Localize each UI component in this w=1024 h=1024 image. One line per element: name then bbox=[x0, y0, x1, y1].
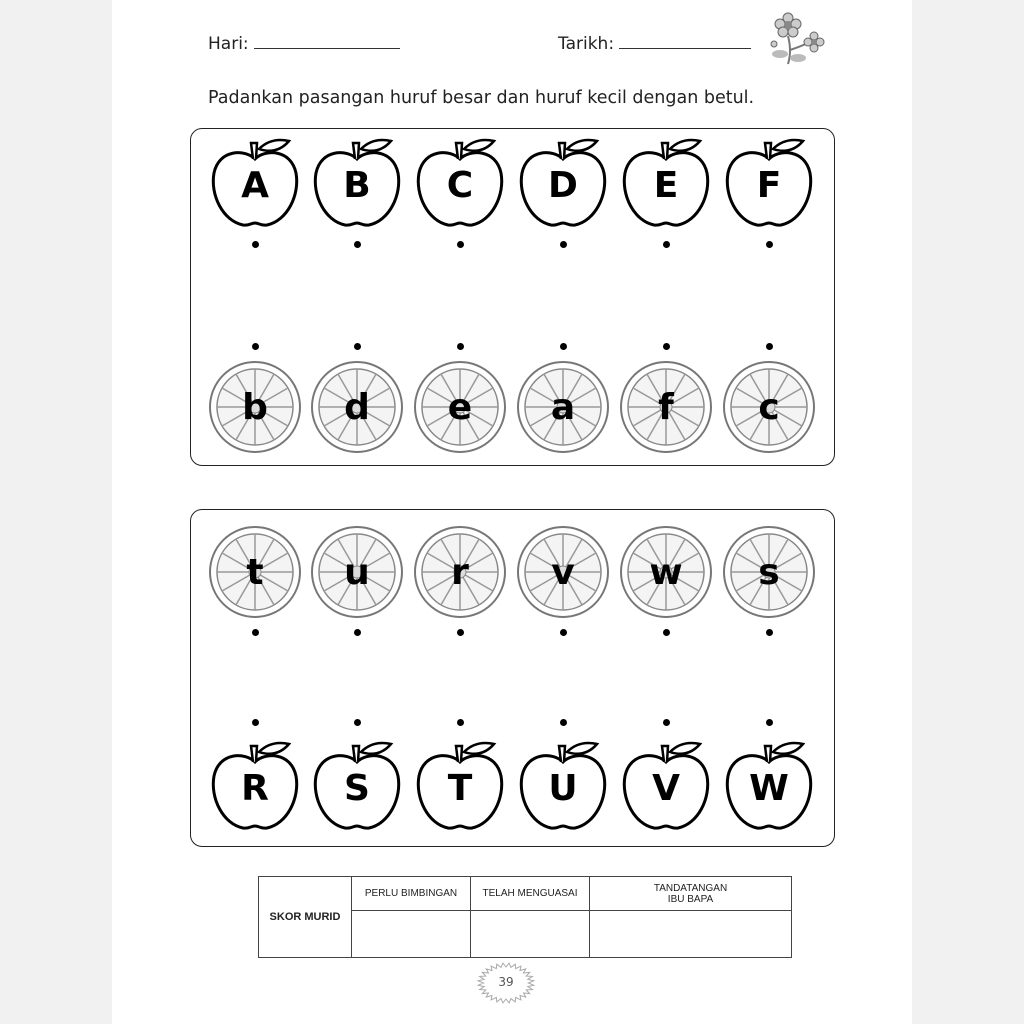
letter: v bbox=[551, 552, 575, 593]
lowercase-orange bbox=[307, 522, 407, 622]
day-blank-line[interactable] bbox=[254, 48, 400, 49]
lowercase-orange bbox=[513, 522, 613, 622]
letter: e bbox=[447, 387, 473, 428]
lowercase-orange bbox=[410, 522, 510, 622]
lowercase-orange bbox=[616, 357, 716, 457]
uppercase-apple bbox=[513, 137, 613, 237]
matching-dot[interactable] bbox=[663, 241, 670, 248]
uppercase-apple bbox=[307, 740, 407, 840]
matching-dot[interactable] bbox=[457, 719, 464, 726]
uppercase-apple bbox=[616, 740, 716, 840]
matching-dot[interactable] bbox=[560, 241, 567, 248]
day-label: Hari: bbox=[208, 34, 249, 54]
matching-dot[interactable] bbox=[560, 629, 567, 636]
matching-dot[interactable] bbox=[766, 343, 773, 350]
letter: F bbox=[756, 165, 782, 206]
uppercase-apple bbox=[719, 740, 819, 840]
matching-dot[interactable] bbox=[252, 343, 259, 350]
lowercase-orange bbox=[719, 522, 819, 622]
letter: C bbox=[446, 165, 474, 206]
letter: u bbox=[344, 552, 370, 593]
letter: c bbox=[758, 387, 780, 428]
matching-dot[interactable] bbox=[663, 719, 670, 726]
matching-dot[interactable] bbox=[354, 629, 361, 636]
date-label: Tarikh: bbox=[558, 34, 615, 54]
letter: d bbox=[344, 387, 370, 428]
worksheet-page bbox=[112, 0, 912, 1024]
uppercase-apple bbox=[719, 137, 819, 237]
lowercase-orange bbox=[719, 357, 819, 457]
letter: W bbox=[749, 768, 789, 809]
matching-dot[interactable] bbox=[252, 241, 259, 248]
letter: b bbox=[242, 387, 268, 428]
letter: R bbox=[241, 768, 269, 809]
uppercase-apple bbox=[205, 137, 305, 237]
score-cell-signature[interactable] bbox=[590, 911, 792, 958]
uppercase-apple bbox=[616, 137, 716, 237]
matching-dot[interactable] bbox=[560, 719, 567, 726]
uppercase-apple bbox=[513, 740, 613, 840]
matching-dot[interactable] bbox=[663, 343, 670, 350]
lowercase-orange bbox=[307, 357, 407, 457]
matching-dot[interactable] bbox=[560, 343, 567, 350]
lowercase-orange bbox=[410, 357, 510, 457]
matching-dot[interactable] bbox=[766, 719, 773, 726]
letter: D bbox=[548, 165, 578, 206]
letter: S bbox=[344, 768, 370, 809]
letter: a bbox=[550, 387, 576, 428]
letter: t bbox=[246, 552, 264, 593]
matching-dot[interactable] bbox=[354, 343, 361, 350]
letter: T bbox=[447, 768, 473, 809]
matching-dot[interactable] bbox=[457, 241, 464, 248]
matching-dot[interactable] bbox=[457, 629, 464, 636]
instruction-text: Padankan pasangan huruf besar dan huruf kecil dengan betul. bbox=[208, 88, 755, 108]
score-cell-telah-menguasai[interactable] bbox=[471, 911, 590, 958]
uppercase-apple bbox=[205, 740, 305, 840]
letter: f bbox=[658, 387, 674, 428]
column-header: PERLU BIMBINGAN bbox=[352, 877, 471, 911]
uppercase-apple bbox=[307, 137, 407, 237]
letter: U bbox=[548, 768, 578, 809]
matching-dot[interactable] bbox=[766, 629, 773, 636]
column-header: TANDATANGAN IBU BAPA bbox=[590, 877, 792, 911]
letter: V bbox=[652, 768, 680, 809]
letter: r bbox=[451, 552, 469, 593]
date-field[interactable] bbox=[558, 34, 751, 54]
matching-dot[interactable] bbox=[354, 719, 361, 726]
matching-dot[interactable] bbox=[663, 629, 670, 636]
matching-dot[interactable] bbox=[252, 719, 259, 726]
letter: B bbox=[343, 165, 371, 206]
score-row-label: SKOR MURID bbox=[259, 877, 352, 958]
uppercase-apple bbox=[410, 740, 510, 840]
letter: E bbox=[653, 165, 679, 206]
letter: A bbox=[241, 165, 269, 206]
lowercase-orange bbox=[205, 357, 305, 457]
lowercase-orange bbox=[205, 522, 305, 622]
lowercase-orange bbox=[616, 522, 716, 622]
column-header: TELAH MENGUASAI bbox=[471, 877, 590, 911]
matching-dot[interactable] bbox=[766, 241, 773, 248]
flower-icon bbox=[764, 6, 830, 68]
matching-dot[interactable] bbox=[457, 343, 464, 350]
page-number-badge bbox=[476, 962, 536, 1004]
matching-dot[interactable] bbox=[252, 629, 259, 636]
lowercase-orange bbox=[513, 357, 613, 457]
day-field[interactable] bbox=[208, 34, 400, 54]
uppercase-apple bbox=[410, 137, 510, 237]
score-cell-perlu-bimbingan[interactable] bbox=[352, 911, 471, 958]
matching-dot[interactable] bbox=[354, 241, 361, 248]
page-number: 39 bbox=[498, 975, 514, 989]
letter: w bbox=[649, 552, 683, 593]
letter: s bbox=[758, 552, 780, 593]
score-table bbox=[258, 876, 792, 958]
date-blank-line[interactable] bbox=[619, 48, 751, 49]
